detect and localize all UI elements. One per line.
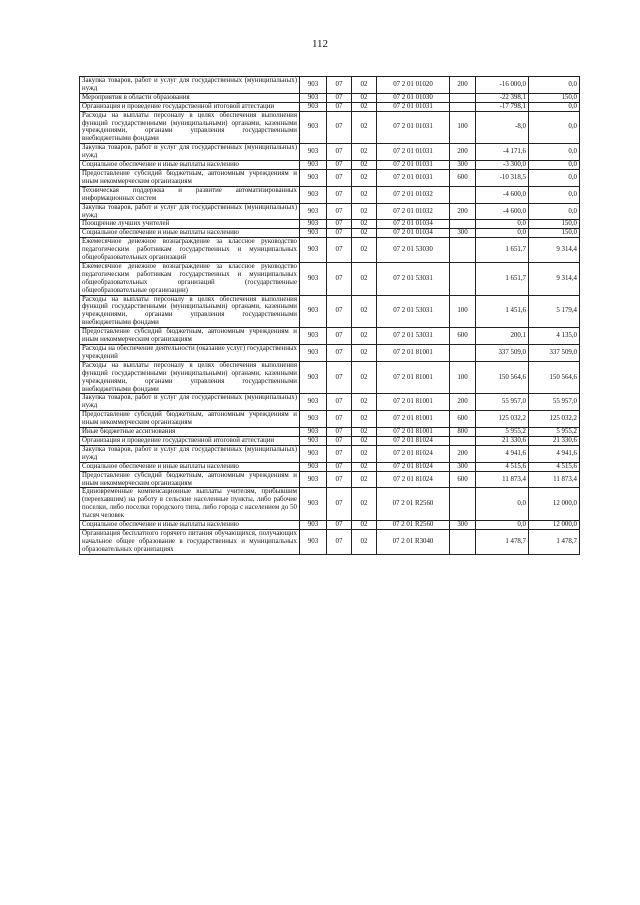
- expense-name-cell: Расходы на выплаты персоналу в целях обеспечения выполнения функций государственными (муниципальными) органами, казенными учреждениями, органами управления государственными внебюджетными фондами: [80, 295, 300, 328]
- subsection-code-cell: 02: [352, 295, 377, 328]
- budget-table: [79, 76, 580, 555]
- subsection-code-cell: 02: [352, 203, 377, 220]
- target-item-code-cell: 07 2 01 R3040: [377, 529, 450, 554]
- amount-change-cell: -4 171,6: [476, 144, 529, 161]
- target-item-code-cell: 07 2 01 81024: [377, 445, 450, 462]
- amount-total-cell: 9 314,4: [529, 238, 580, 263]
- section-code-cell: 07: [327, 186, 352, 203]
- subsection-code-cell: 02: [352, 77, 377, 94]
- target-item-code-cell: 07 2 01 53031: [377, 328, 450, 345]
- amount-total-cell: 21 330,6: [529, 436, 580, 445]
- expense-name-cell: Социальное обеспечение и иные выплаты населению: [80, 229, 300, 238]
- amount-total-cell: 9 314,4: [529, 262, 580, 295]
- section-code-cell: 07: [327, 220, 352, 229]
- table-row: [80, 328, 580, 345]
- subsection-code-cell: 02: [352, 328, 377, 345]
- department-code-cell: 903: [300, 93, 327, 102]
- table-row: [80, 436, 580, 445]
- amount-change-cell: 5 955,2: [476, 428, 529, 437]
- department-code-cell: 903: [300, 529, 327, 554]
- section-code-cell: 07: [327, 169, 352, 186]
- expense-name-cell: Техническая поддержка и развитие автоматизированных информационных систем: [80, 186, 300, 203]
- table-row: [80, 462, 580, 471]
- table-row: [80, 445, 580, 462]
- amount-change-cell: -10 318,5: [476, 169, 529, 186]
- table-row: [80, 220, 580, 229]
- section-code-cell: 07: [327, 529, 352, 554]
- subsection-code-cell: 02: [352, 220, 377, 229]
- expense-type-code-cell: 800: [450, 428, 476, 437]
- section-code-cell: 07: [327, 229, 352, 238]
- expense-name-cell: Расходы на выплаты персоналу в целях обеспечения выполнения функций государственными (муниципальными) органами, казенными учреждениями, органами управления государственными внебюджетными фондами: [80, 361, 300, 394]
- section-code-cell: 07: [327, 161, 352, 170]
- amount-total-cell: 12 000,0: [529, 488, 580, 521]
- expense-name-cell: Поощрение лучших учителей: [80, 220, 300, 229]
- target-item-code-cell: 07 2 01 01031: [377, 161, 450, 170]
- expense-type-code-cell: [450, 93, 476, 102]
- department-code-cell: 903: [300, 394, 327, 411]
- amount-total-cell: 5 955,2: [529, 428, 580, 437]
- subsection-code-cell: 02: [352, 102, 377, 111]
- subsection-code-cell: 02: [352, 394, 377, 411]
- target-item-code-cell: 07 2 01 53031: [377, 262, 450, 295]
- amount-total-cell: 337 509,0: [529, 345, 580, 362]
- amount-change-cell: 1 451,6: [476, 295, 529, 328]
- department-code-cell: 903: [300, 436, 327, 445]
- section-code-cell: 07: [327, 411, 352, 428]
- amount-total-cell: 1 478,7: [529, 529, 580, 554]
- amount-total-cell: 0,0: [529, 111, 580, 144]
- department-code-cell: 903: [300, 345, 327, 362]
- department-code-cell: 903: [300, 111, 327, 144]
- section-code-cell: 07: [327, 488, 352, 521]
- expense-name-cell: Ежемесячное денежное вознаграждение за классное руководство педагогическим работникам государственных и муниципальных общеобразовательных организаций: [80, 238, 300, 263]
- expense-type-code-cell: 200: [450, 445, 476, 462]
- table-row: [80, 488, 580, 521]
- expense-type-code-cell: 100: [450, 295, 476, 328]
- section-code-cell: 07: [327, 361, 352, 394]
- expense-name-cell: Закупка товаров, работ и услуг для государственных (муниципальных) нужд: [80, 445, 300, 462]
- expense-type-code-cell: [450, 345, 476, 362]
- expense-name-cell: Предоставление субсидий бюджетным, автономным учреждениям и иным некоммерческим организациям: [80, 328, 300, 345]
- expense-name-cell: Предоставление субсидий бюджетным, автономным учреждениям и иным некоммерческим организациям: [80, 411, 300, 428]
- target-item-code-cell: 07 2 01 81001: [377, 345, 450, 362]
- target-item-code-cell: 07 2 01 R2560: [377, 521, 450, 530]
- expense-type-code-cell: 300: [450, 161, 476, 170]
- section-code-cell: 07: [327, 262, 352, 295]
- subsection-code-cell: 02: [352, 445, 377, 462]
- subsection-code-cell: 02: [352, 169, 377, 186]
- section-code-cell: 07: [327, 394, 352, 411]
- section-code-cell: 07: [327, 345, 352, 362]
- table-row: [80, 411, 580, 428]
- target-item-code-cell: 07 2 01 01034: [377, 229, 450, 238]
- amount-total-cell: 0,0: [529, 144, 580, 161]
- amount-change-cell: -3 300,0: [476, 161, 529, 170]
- expense-name-cell: Единовременные компенсационные выплаты учителям, прибывшим (переехавшим) на работу в сельские населенные пункты, либо рабочие поселки, либо поселки городского типа, либо города с населением до 50 тысяч человек: [80, 488, 300, 521]
- section-code-cell: 07: [327, 203, 352, 220]
- expense-name-cell: Социальное обеспечение и иные выплаты населению: [80, 161, 300, 170]
- target-item-code-cell: 07 2 01 R2560: [377, 488, 450, 521]
- target-item-code-cell: 07 2 01 53031: [377, 295, 450, 328]
- expense-type-code-cell: 200: [450, 77, 476, 94]
- subsection-code-cell: 02: [352, 529, 377, 554]
- amount-change-cell: -4 600,0: [476, 186, 529, 203]
- table-row: [80, 161, 580, 170]
- amount-change-cell: 4 515,6: [476, 462, 529, 471]
- amount-total-cell: 125 032,2: [529, 411, 580, 428]
- section-code-cell: 07: [327, 328, 352, 345]
- subsection-code-cell: 02: [352, 238, 377, 263]
- expense-type-code-cell: 300: [450, 229, 476, 238]
- expense-name-cell: Предоставление субсидий бюджетным, автономным учреждениям и иным некоммерческим организациям: [80, 471, 300, 488]
- department-code-cell: 903: [300, 229, 327, 238]
- section-code-cell: 07: [327, 111, 352, 144]
- expense-name-cell: Ежемесячное денежное вознаграждение за классное руководство педагогическим работникам государственных и муниципальных общеобразовательных организаций (государственные общеобразовательные организации): [80, 262, 300, 295]
- department-code-cell: 903: [300, 186, 327, 203]
- expense-name-cell: Организация и проведение государственной итоговой аттестации: [80, 436, 300, 445]
- amount-change-cell: 0,0: [476, 488, 529, 521]
- expense-name-cell: Расходы на выплаты персоналу в целях обеспечения выполнения функций государственными (муниципальными) органами, казенными учреждениями, органами управления государственными внебюджетными фондами: [80, 111, 300, 144]
- amount-total-cell: 0,0: [529, 203, 580, 220]
- subsection-code-cell: 02: [352, 262, 377, 295]
- expense-name-cell: Организация бесплатного горячего питания обучающихся, получающих начальное общее образование в государственных и муниципальных образовательных организациях: [80, 529, 300, 554]
- amount-change-cell: 337 509,0: [476, 345, 529, 362]
- table-row: [80, 295, 580, 328]
- section-code-cell: 07: [327, 144, 352, 161]
- table-row: [80, 394, 580, 411]
- amount-total-cell: 150,0: [529, 220, 580, 229]
- subsection-code-cell: 02: [352, 521, 377, 530]
- amount-change-cell: -4 600,0: [476, 203, 529, 220]
- amount-change-cell: -8,0: [476, 111, 529, 144]
- amount-total-cell: 0,0: [529, 169, 580, 186]
- amount-change-cell: 21 330,6: [476, 436, 529, 445]
- expense-name-cell: Организация и проведение государственной итоговой аттестации: [80, 102, 300, 111]
- department-code-cell: 903: [300, 161, 327, 170]
- subsection-code-cell: 02: [352, 436, 377, 445]
- subsection-code-cell: 02: [352, 488, 377, 521]
- expense-type-code-cell: [450, 529, 476, 554]
- table-row: [80, 521, 580, 530]
- expense-type-code-cell: 300: [450, 462, 476, 471]
- amount-change-cell: 125 032,2: [476, 411, 529, 428]
- subsection-code-cell: 02: [352, 471, 377, 488]
- amount-total-cell: 55 957,0: [529, 394, 580, 411]
- subsection-code-cell: 02: [352, 161, 377, 170]
- amount-change-cell: 1 478,7: [476, 529, 529, 554]
- amount-total-cell: 0,0: [529, 102, 580, 111]
- table-row: [80, 471, 580, 488]
- department-code-cell: 903: [300, 220, 327, 229]
- subsection-code-cell: 02: [352, 93, 377, 102]
- expense-type-code-cell: [450, 220, 476, 229]
- amount-total-cell: 5 179,4: [529, 295, 580, 328]
- target-item-code-cell: 07 2 01 01032: [377, 203, 450, 220]
- amount-change-cell: 200,1: [476, 328, 529, 345]
- amount-total-cell: 0,0: [529, 161, 580, 170]
- subsection-code-cell: 02: [352, 229, 377, 238]
- expense-type-code-cell: [450, 102, 476, 111]
- section-code-cell: 07: [327, 521, 352, 530]
- department-code-cell: 903: [300, 521, 327, 530]
- expense-type-code-cell: 600: [450, 471, 476, 488]
- expense-type-code-cell: 300: [450, 521, 476, 530]
- section-code-cell: 07: [327, 471, 352, 488]
- amount-change-cell: 0,0: [476, 229, 529, 238]
- amount-change-cell: 150 564,6: [476, 361, 529, 394]
- target-item-code-cell: 07 2 01 81024: [377, 471, 450, 488]
- expense-name-cell: Расходы на обеспечение деятельности (оказание услуг) государственных учреждений: [80, 345, 300, 362]
- amount-change-cell: 0,0: [476, 521, 529, 530]
- table-row: [80, 169, 580, 186]
- target-item-code-cell: 07 2 01 81024: [377, 436, 450, 445]
- target-item-code-cell: 07 2 01 01031: [377, 102, 450, 111]
- amount-total-cell: 150 564,6: [529, 361, 580, 394]
- section-code-cell: 07: [327, 238, 352, 263]
- expense-type-code-cell: [450, 488, 476, 521]
- table-row: [80, 102, 580, 111]
- department-code-cell: 903: [300, 428, 327, 437]
- expense-name-cell: Социальное обеспечение и иные выплаты населению: [80, 462, 300, 471]
- expense-type-code-cell: [450, 262, 476, 295]
- section-code-cell: 07: [327, 436, 352, 445]
- expense-name-cell: Социальное обеспечение и иные выплаты населению: [80, 521, 300, 530]
- amount-total-cell: 12 000,0: [529, 521, 580, 530]
- section-code-cell: 07: [327, 462, 352, 471]
- expense-type-code-cell: 100: [450, 361, 476, 394]
- table-row: [80, 229, 580, 238]
- department-code-cell: 903: [300, 295, 327, 328]
- expense-type-code-cell: 600: [450, 328, 476, 345]
- target-item-code-cell: 07 2 01 81001: [377, 428, 450, 437]
- target-item-code-cell: 07 2 01 81001: [377, 394, 450, 411]
- expense-type-code-cell: [450, 238, 476, 263]
- section-code-cell: 07: [327, 295, 352, 328]
- target-item-code-cell: 07 2 01 01031: [377, 169, 450, 186]
- expense-type-code-cell: [450, 186, 476, 203]
- section-code-cell: 07: [327, 102, 352, 111]
- department-code-cell: 903: [300, 77, 327, 94]
- subsection-code-cell: 02: [352, 361, 377, 394]
- amount-change-cell: 1 651,7: [476, 262, 529, 295]
- subsection-code-cell: 02: [352, 411, 377, 428]
- target-item-code-cell: 07 2 01 53030: [377, 238, 450, 263]
- section-code-cell: 07: [327, 428, 352, 437]
- subsection-code-cell: 02: [352, 186, 377, 203]
- amount-change-cell: -22 398,1: [476, 93, 529, 102]
- expense-name-cell: Предоставление субсидий бюджетным, автономным учреждениям и иным некоммерческим организациям: [80, 169, 300, 186]
- expense-name-cell: Мероприятия в области образования: [80, 93, 300, 102]
- subsection-code-cell: 02: [352, 428, 377, 437]
- amount-total-cell: 0,0: [529, 186, 580, 203]
- department-code-cell: 903: [300, 328, 327, 345]
- table-row: [80, 529, 580, 554]
- amount-total-cell: 11 873,4: [529, 471, 580, 488]
- target-item-code-cell: 07 2 01 01020: [377, 77, 450, 94]
- target-item-code-cell: 07 2 01 01030: [377, 93, 450, 102]
- section-code-cell: 07: [327, 445, 352, 462]
- expense-type-code-cell: 100: [450, 111, 476, 144]
- expense-type-code-cell: 200: [450, 144, 476, 161]
- table-row: [80, 428, 580, 437]
- expense-type-code-cell: 600: [450, 411, 476, 428]
- amount-total-cell: 4 135,0: [529, 328, 580, 345]
- department-code-cell: 903: [300, 361, 327, 394]
- target-item-code-cell: 07 2 01 81024: [377, 462, 450, 471]
- subsection-code-cell: 02: [352, 462, 377, 471]
- department-code-cell: 903: [300, 102, 327, 111]
- expense-name-cell: Закупка товаров, работ и услуг для государственных (муниципальных) нужд: [80, 203, 300, 220]
- expense-type-code-cell: 200: [450, 203, 476, 220]
- department-code-cell: 903: [300, 445, 327, 462]
- expense-type-code-cell: [450, 436, 476, 445]
- expense-type-code-cell: 600: [450, 169, 476, 186]
- department-code-cell: 903: [300, 144, 327, 161]
- department-code-cell: 903: [300, 411, 327, 428]
- expense-name-cell: Закупка товаров, работ и услуг для государственных (муниципальных) нужд: [80, 77, 300, 94]
- amount-change-cell: 11 873,4: [476, 471, 529, 488]
- table-row: [80, 144, 580, 161]
- subsection-code-cell: 02: [352, 144, 377, 161]
- subsection-code-cell: 02: [352, 345, 377, 362]
- amount-total-cell: 150,0: [529, 93, 580, 102]
- table-row: [80, 262, 580, 295]
- table-row: [80, 93, 580, 102]
- department-code-cell: 903: [300, 262, 327, 295]
- amount-change-cell: 1 651,7: [476, 238, 529, 263]
- amount-total-cell: 4 515,6: [529, 462, 580, 471]
- target-item-code-cell: 07 2 01 01031: [377, 111, 450, 144]
- table-row: [80, 77, 580, 94]
- target-item-code-cell: 07 2 01 01032: [377, 186, 450, 203]
- table-row: [80, 238, 580, 263]
- expense-name-cell: Закупка товаров, работ и услуг для государственных (муниципальных) нужд: [80, 144, 300, 161]
- amount-change-cell: 0,0: [476, 220, 529, 229]
- amount-total-cell: 0,0: [529, 77, 580, 94]
- section-code-cell: 07: [327, 93, 352, 102]
- target-item-code-cell: 07 2 01 81001: [377, 361, 450, 394]
- target-item-code-cell: 07 2 01 01031: [377, 144, 450, 161]
- amount-total-cell: 4 941,6: [529, 445, 580, 462]
- department-code-cell: 903: [300, 169, 327, 186]
- table-row: [80, 361, 580, 394]
- target-item-code-cell: 07 2 01 01034: [377, 220, 450, 229]
- amount-change-cell: 4 941,6: [476, 445, 529, 462]
- table-row: [80, 345, 580, 362]
- department-code-cell: 903: [300, 203, 327, 220]
- department-code-cell: 903: [300, 471, 327, 488]
- expense-name-cell: Закупка товаров, работ и услуг для государственных (муниципальных) нужд: [80, 394, 300, 411]
- expense-type-code-cell: 200: [450, 394, 476, 411]
- section-code-cell: 07: [327, 77, 352, 94]
- amount-total-cell: 150,0: [529, 229, 580, 238]
- subsection-code-cell: 02: [352, 111, 377, 144]
- department-code-cell: 903: [300, 462, 327, 471]
- amount-change-cell: 55 957,0: [476, 394, 529, 411]
- department-code-cell: 903: [300, 238, 327, 263]
- target-item-code-cell: 07 2 01 81001: [377, 411, 450, 428]
- expense-name-cell: Иные бюджетные ассигнования: [80, 428, 300, 437]
- amount-change-cell: -17 798,1: [476, 102, 529, 111]
- amount-change-cell: -16 000,0: [476, 77, 529, 94]
- department-code-cell: 903: [300, 488, 327, 521]
- table-row: [80, 203, 580, 220]
- table-row: [80, 111, 580, 144]
- page-number: 112: [311, 38, 329, 50]
- table-row: [80, 186, 580, 203]
